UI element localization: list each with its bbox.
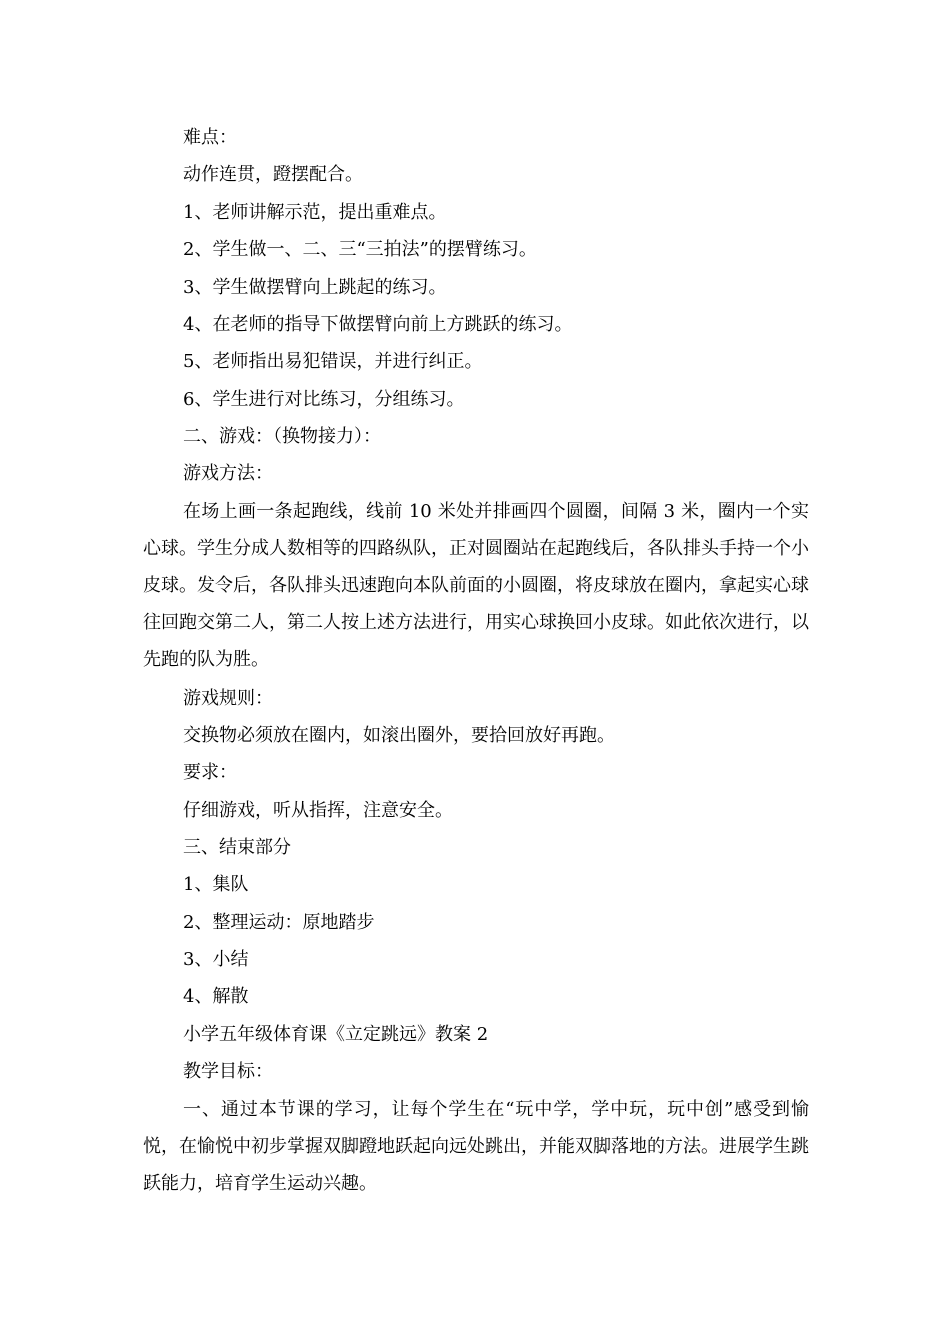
- text-line: 交换物必须放在圈内，如滚出圈外，要拾回放好再跑。: [183, 725, 615, 746]
- list-item: 4、在老师的指导下做摆臂向前上方跳跃的练习。: [183, 314, 573, 335]
- heading-teaching-objectives: 教学目标：: [183, 1061, 273, 1082]
- heading-game-rules: 游戏规则：: [183, 688, 273, 709]
- lesson-plan-title: 小学五年级体育课《立定跳远》教案 2: [183, 1024, 489, 1045]
- section-heading-game: 二、游戏：（换物接力）：: [183, 426, 381, 447]
- section-heading-ending: 三、结束部分: [183, 837, 291, 858]
- list-item: 4、解散: [183, 986, 249, 1007]
- list-item: 1、集队: [183, 874, 249, 895]
- heading-game-method: 游戏方法：: [183, 463, 273, 484]
- text-line: 仔细游戏，听从指挥，注意安全。: [183, 800, 453, 821]
- text-line: 动作连贯，蹬摆配合。: [183, 164, 363, 185]
- list-item: 2、学生做一、二、三“三拍法”的摆臂练习。: [183, 239, 537, 260]
- list-item: 6、学生进行对比练习，分组练习。: [183, 389, 465, 410]
- list-item: 5、老师指出易犯错误，并进行纠正。: [183, 351, 483, 372]
- game-method-paragraph: 在场上画一条起跑线，线前 10 米处并排画四个圆圈，间隔 3 米，圈内一个实心球。学生分成人数相等的四路纵队，正对圆圈站在起跑线后，各队排头手持一个小皮球。发令后，各队排头迅速跑向本队前面的小圆圈，将皮球放在圈内，拿起实心球往回跑交第二人，第二人按上述方法进行，用实心球换回小皮球。如此依次进行，以先跑的队为胜。: [143, 501, 809, 670]
- list-item: 3、小结: [183, 949, 249, 970]
- heading-requirements: 要求：: [183, 762, 237, 783]
- list-item: 2、整理运动：原地踏步: [183, 912, 375, 933]
- list-item: 3、学生做摆臂向上跳起的练习。: [183, 277, 447, 298]
- heading-difficulty: 难点：: [183, 127, 237, 148]
- list-item: 1、老师讲解示范，提出重难点。: [183, 202, 447, 223]
- objective-paragraph: 一、通过本节课的学习，让每个学生在“玩中学，学中玩，玩中创”感受到愉悦，在愉悦中初步掌握双脚蹬地跃起向远处跳出，并能双脚落地的方法。进展学生跳跃能力，培育学生运动兴趣。: [143, 1099, 809, 1194]
